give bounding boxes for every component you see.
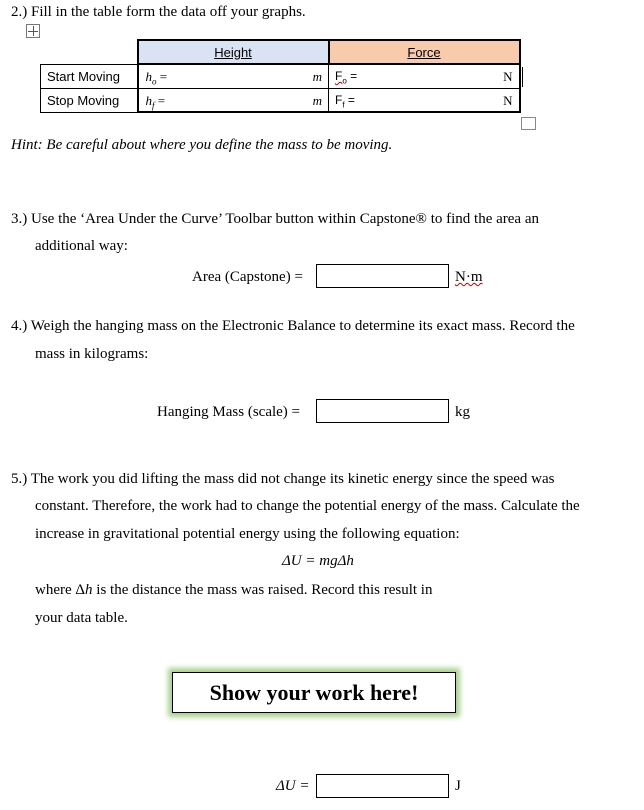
delta-u-unit: J <box>455 778 461 794</box>
mass-input[interactable] <box>316 399 449 423</box>
row-label-start: Start Moving <box>41 64 138 88</box>
header-force: Force <box>329 40 520 64</box>
header-height: Height <box>138 40 329 64</box>
area-input[interactable] <box>316 264 449 288</box>
q5-where-line: where Δh is the distance the mass was raised. Record this result in <box>35 582 433 598</box>
area-label: Area (Capstone) = <box>192 269 303 285</box>
text-cursor <box>522 67 523 87</box>
table-move-handle-icon[interactable] <box>26 24 40 38</box>
q5-line3: increase in gravitational potential energy using the following equation: <box>35 526 460 542</box>
show-work-box[interactable]: Show your work here! <box>172 672 456 713</box>
cell-force-stop[interactable]: $F_f$ = N <box>329 88 520 112</box>
row-label-stop: Stop Moving <box>41 88 138 112</box>
delta-u-label: ΔU = <box>276 778 310 794</box>
hint-text: Hint: Be careful about where you define the mass to be moving. <box>11 137 393 153</box>
q5-line5: your data table. <box>35 610 128 626</box>
area-unit: N·m <box>455 269 483 285</box>
table-row <box>41 88 520 112</box>
mass-label: Hanging Mass (scale) = <box>157 404 301 420</box>
delta-u-input[interactable] <box>316 774 449 798</box>
q5-line1: 5.) The work you did lifting the mass did not change its kinetic energy since the speed was <box>11 471 555 487</box>
q3-line2: additional way: <box>35 238 128 254</box>
cell-force-start[interactable]: $F_o$ = N <box>329 64 520 88</box>
table-resize-handle-icon[interactable] <box>521 117 536 130</box>
q2-text: 2.) Fill in the table form the data off your graphs. <box>11 4 306 20</box>
q3-line1: 3.) Use the ‘Area Under the Curve’ Toolbar button within Capstone® to find the area an <box>11 211 539 227</box>
q5-line2: constant. Therefore, the work had to change the potential energy of the mass. Calculate the <box>35 498 580 514</box>
table-row <box>41 64 520 88</box>
cell-height-stop[interactable]: $h_f$ = m <box>138 88 329 112</box>
data-table <box>40 39 521 113</box>
equation: ΔU = mgΔh <box>282 553 354 569</box>
q4-line1: 4.) Weigh the hanging mass on the Electronic Balance to determine its exact mass. Record the <box>11 318 575 334</box>
mass-unit: kg <box>455 404 470 420</box>
q4-line2: mass in kilograms: <box>35 346 149 362</box>
cell-height-start[interactable]: $h_o$ = m <box>138 64 329 88</box>
